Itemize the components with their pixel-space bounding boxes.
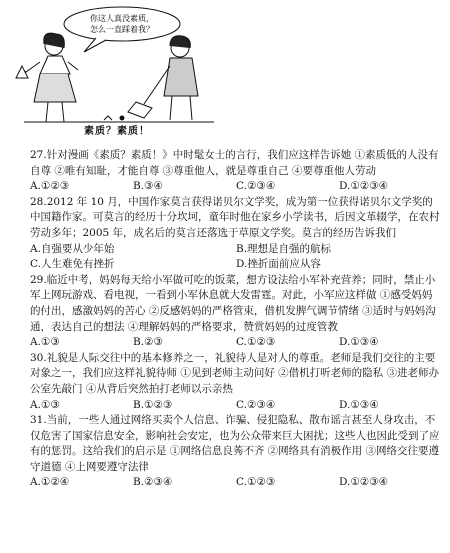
question-text: 29.临近中考，妈妈每天给小军做可吃的饭菜，想方设法给小军补充营养；同时，禁止小军上网玩游戏、看电视，一看到小军休息就大发雷霆。对此，小军应这样做 ①感受妈妈的付出，感激妈妈的苦心 ②反感妈妈的严格管束，借机发脾气调节情绪 ③适时与妈妈沟通，表达自己的想法 ④理解妈妈的严格要求，赞赏妈妈的过度管教 <box>30 273 436 333</box>
question-text: 30.礼貌是人际交往中的基本修养之一，礼貌待人是对人的尊重。老师是我们交往的主要对象之一，我们应这样礼貌待师 ①见到老师主动问好 ②借机打听老师的隐私 ③进老师办公室先敲门 ④从背后突然拍打老师以示亲热 <box>30 351 440 395</box>
option-b: B.①②③ <box>133 398 173 411</box>
cartoon-illustration <box>4 4 226 134</box>
question-text: 27.针对漫画《素质？素质！》中时髦女士的言行，我们应这样告诉她 ①素质低的人没有自尊 ②唯有知耻，才能自尊 ③尊重他人，就是尊重自己 ④要尊重他人劳动 <box>30 149 439 177</box>
option-a: A.自强要从少年始 <box>30 242 115 255</box>
option-c: C.人生难免有挫折 <box>30 258 115 271</box>
option-b: B.理想是自强的航标 <box>236 242 332 255</box>
speech-bubble <box>64 7 180 52</box>
option-b: B.③④ <box>133 180 163 193</box>
cartoon-caption: 素质？素质！ <box>84 126 150 137</box>
sweeper-figure <box>128 36 198 120</box>
option-d: D.①②③④ <box>339 476 389 489</box>
option-a: A.①②④ <box>30 476 70 489</box>
option-a: A.①②③ <box>30 180 70 193</box>
option-d: D.①②③④ <box>339 180 389 193</box>
speech-line-2: 怎么一直踩着我？ <box>90 25 154 34</box>
question-27 <box>30 148 442 195</box>
options-row <box>30 335 442 351</box>
options-row <box>30 257 442 273</box>
option-a: A.①③ <box>30 336 60 349</box>
question-text: 31.当前，一些人通过网络买卖个人信息、诈骗、侵犯隐私、散布谣言甚至人身攻击，不仅危害了国家信息安全，影响社会安定，也为公众带来巨大困扰；这些人也因此受到了应有的惩罚。这给我们的启示是 ①网络信息良莠不齐 ②网络具有消极作用 ③网络交往要遵守道德 ④上网要遵守法律 <box>30 414 440 473</box>
question-28 <box>30 195 442 273</box>
speech-line-1: 你这人真没素质， <box>90 14 154 23</box>
option-d: D.①③④ <box>339 398 379 411</box>
option-c: C.①②③ <box>236 476 276 489</box>
options-row <box>30 475 442 491</box>
lady-figure <box>16 33 78 122</box>
question-30 <box>30 351 442 413</box>
option-c: C.①②③ <box>236 336 276 349</box>
question-list <box>30 148 442 491</box>
option-c: C.②③④ <box>236 180 276 193</box>
option-b: B.②③ <box>133 336 163 349</box>
question-text: 28.2012 年 10 月，中国作家莫言获得诺贝尔文学奖，成为第一位获得诺贝尔文学奖的中国籍作家。可莫言的经历十分坎坷，童年时他在家乡小学读书，后因文革辍学，在农村劳动多年；2005 年，成名后的莫言还落选于草原文学奖。莫言的经历告诉我们 <box>30 195 440 239</box>
options-row <box>30 242 442 258</box>
option-c: C.②③④ <box>236 398 276 411</box>
option-b: B.②③④ <box>133 476 173 489</box>
options-row <box>30 398 442 414</box>
option-d: D.挫折面前应从容 <box>236 258 321 271</box>
question-29 <box>30 273 442 351</box>
options-row <box>30 179 442 195</box>
option-a: A.①③ <box>30 398 60 411</box>
option-d: D.①③④ <box>339 336 379 349</box>
question-31 <box>30 413 442 491</box>
